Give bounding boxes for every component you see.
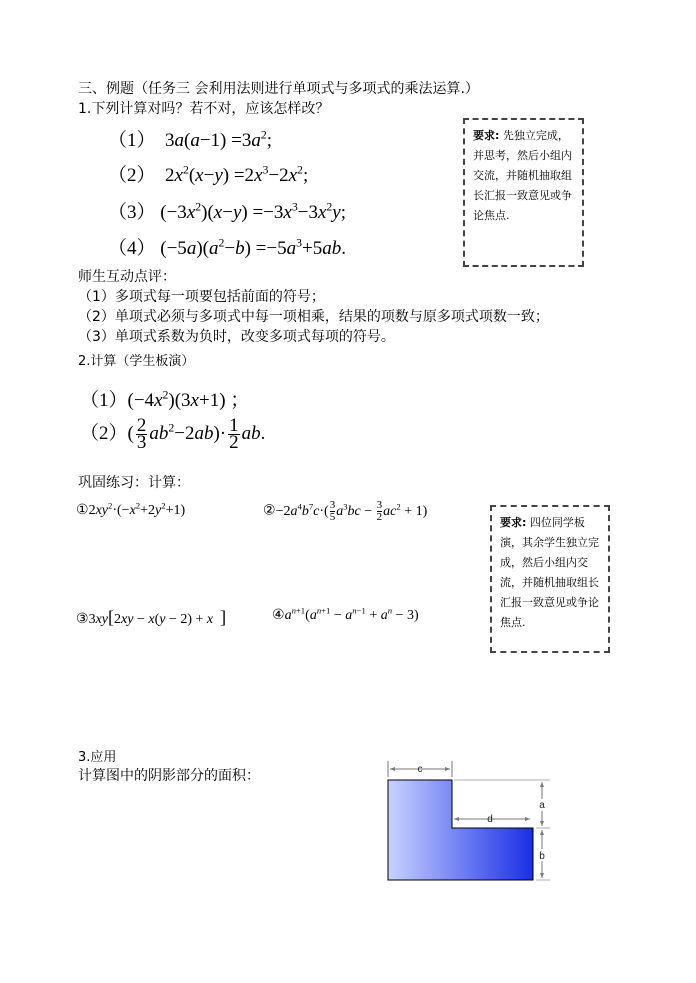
q1-item-expr: $3a(a-1) =3a^2$; — [160, 128, 273, 151]
q1-item-num: （2） — [108, 165, 156, 186]
q1-item-2 — [108, 160, 308, 187]
requirement-label: 要求: — [500, 516, 527, 529]
practice-item-2 — [263, 500, 427, 523]
label-a: a — [539, 800, 545, 811]
label-c: c — [417, 764, 423, 775]
question-1-title: 1.下列计算对吗？若不对，应该怎样改？ — [78, 101, 330, 117]
q1-item-num: （1） — [108, 130, 156, 151]
q2-item-num: （1） — [80, 390, 128, 411]
requirement-label: 要求: — [473, 129, 500, 142]
practice-item-1 — [76, 502, 185, 519]
q2-item-1 — [80, 385, 249, 412]
q1-item-expr: $2x^2(x-y) =2x^3-2x^2$; — [160, 163, 309, 186]
requirement-box-1 — [463, 118, 584, 267]
shaded-area-figure — [380, 755, 560, 890]
question-3-title: 3.应用 — [78, 750, 117, 765]
question-2-title: 2.计算（学生板演） — [78, 354, 195, 369]
practice-item-expr: 3xy[2xy − x(y − 2) + x ] — [88, 607, 227, 627]
q1-item-expr: $(-3x^2)(x-y) =-3x^3-3x^2y$; — [160, 200, 346, 223]
requirement-text: 四位同学板演，其余学生独立完成，然后小组内交流，并随机抽取组长汇报一致意见或争论焦点. — [500, 516, 599, 629]
note-1: （1）多项式每一项要包括前面的符号； — [78, 289, 325, 305]
practice-item-expr: $-2a^4b^7c\cdot$( $\frac{3}{5}$ $a^3bc$ − $\frac{3}{2}$ $ac^2 + 1$) — [275, 499, 428, 523]
q2-item-num: （2） — [80, 423, 128, 444]
practice-item-expr: $2xy^2\cdot(-x^2+2y^2+1)$ — [88, 500, 186, 518]
practice-item-num: ④ — [272, 608, 285, 623]
label-b: b — [539, 851, 545, 862]
q2-item-expr: $(-4x^2)(3x+1)$ ； — [127, 388, 250, 411]
q1-item-4 — [108, 233, 346, 260]
q1-item-3 — [108, 197, 346, 224]
q1-item-num: （3） — [108, 202, 156, 223]
practice-item-3 — [76, 607, 226, 628]
q2-item-expr: ( $\frac{2}{3}$ $ab^2-2ab)\cdot$ $\frac{1}{2}$ ab. — [127, 415, 266, 454]
practice-item-num: ③ — [76, 612, 89, 627]
note-3: （3）单项式系数为负时，改变多项式每项的符号。 — [78, 329, 395, 345]
q2-item-2 — [80, 415, 266, 454]
practice-item-expr: $a^{n+1}(a^{n+1} - a^{n-1} + a^n - 3)$ — [284, 605, 419, 623]
question-3-text: 计算图中的阴影部分的面积： — [78, 768, 260, 784]
interaction-title: 师生互动点评： — [78, 269, 176, 285]
section-title: 三、例题（任务三 会利用法则进行单项式与多项式的乘法运算.） — [78, 81, 479, 97]
q1-item-num: （4） — [108, 238, 156, 259]
label-d: d — [487, 814, 493, 825]
practice-title: 巩固练习：计算： — [78, 475, 190, 491]
note-2: （2）单项式必须与多项式中每一项相乘，结果的项数与原多项式项数一致； — [78, 309, 549, 325]
practice-item-num: ① — [76, 503, 89, 518]
requirement-box-2 — [490, 505, 610, 653]
shaded-region — [388, 780, 533, 880]
q1-item-1 — [108, 125, 272, 152]
practice-item-num: ② — [263, 503, 276, 519]
requirement-text: 先独立完成，并思考，然后小组内交流，并随机抽取组长汇报一致意见或争论焦点. — [473, 129, 572, 222]
q1-item-expr: $(-5a)(a^2-b) =-5a^3+5ab$. — [160, 236, 346, 259]
practice-item-4 — [272, 607, 419, 624]
